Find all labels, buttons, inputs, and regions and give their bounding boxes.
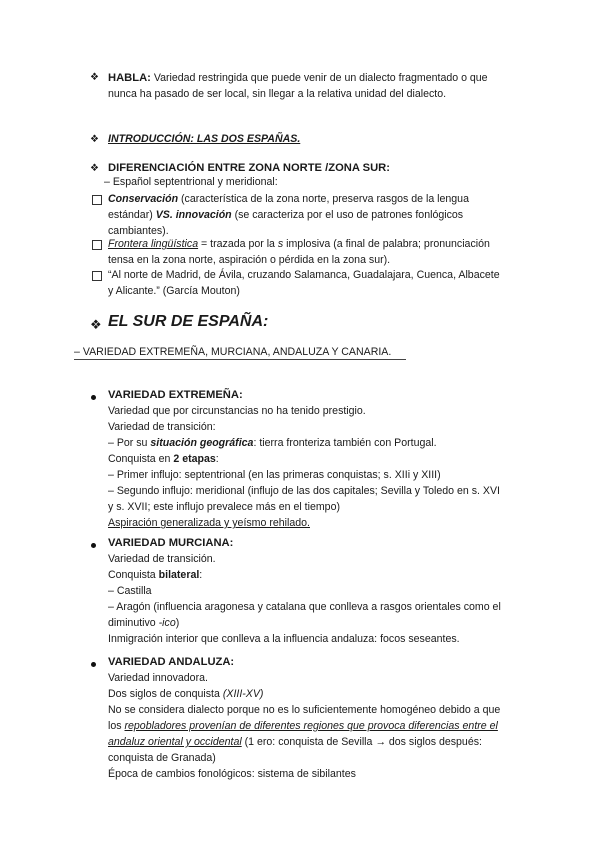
term-andaluz: andaluz oriental y occidental [108, 736, 242, 748]
murciana-line: Variedad de transición. [108, 553, 216, 565]
checkbox-icon[interactable] [92, 271, 102, 281]
extremena-line: Aspiración generalizada y yeísmo rehilado. [108, 517, 310, 529]
item1-line3: cambiantes). [108, 225, 169, 237]
extremena-line: : [215, 453, 219, 465]
item3-line2: y Alicante.” (García Mouton) [108, 285, 240, 297]
item1-line2-rest: (se caracteriza por el uso de patrones fonlógicos [231, 209, 464, 221]
item2-line2: tensa en la zona norte, aspiración o pérdida en la zona sur). [108, 254, 391, 266]
murciana-line: – Castilla [108, 585, 152, 597]
bullet-dot-icon [91, 395, 96, 400]
extremena-section [108, 387, 558, 531]
andaluza-line: Época de cambios fonológicos: sistema de sibilantes [108, 768, 356, 780]
checkbox-icon[interactable] [92, 240, 102, 250]
term-etapas: 2 etapas [173, 453, 216, 465]
murciana-line: : [199, 569, 203, 581]
habla-line2: nunca ha pasado de ser local, sin llegar a la relativa unidad del dialecto. [108, 88, 447, 100]
andaluza-line: Variedad innovadora. [108, 672, 208, 684]
diferenciacion-item-2 [108, 236, 548, 268]
sur-subtitle: – VARIEDAD EXTREMEÑA, MURCIANA, ANDALUZA Y CANARIA. [74, 346, 392, 358]
extremena-line: Conquista en [108, 453, 174, 465]
diferenciacion-item-3 [108, 267, 558, 299]
intro-heading [108, 131, 300, 147]
term-conservacion: Conservación [108, 193, 179, 205]
diamond-bullet-icon: ❖ [90, 72, 99, 83]
bullet-dot-icon [91, 662, 96, 667]
murciana-line: Conquista [108, 569, 159, 581]
term-ico: -ico [158, 617, 176, 629]
checkbox-icon[interactable] [92, 195, 102, 205]
diamond-bullet-icon: ❖ [90, 134, 99, 145]
extremena-line: – Primer influjo: septentrional (en las primeras conquistas; s. XIIi y XIII) [108, 469, 441, 481]
item2-mid: = trazada por la [198, 238, 278, 250]
murciana-section [108, 535, 558, 647]
diamond-bullet-icon: ❖ [90, 317, 102, 332]
andaluza-title: VARIEDAD ANDALUZA: [108, 656, 235, 668]
murciana-line: diminutivo [108, 617, 159, 629]
extremena-line: : tierra fronteriza también con Portugal. [253, 437, 437, 449]
andaluza-line: (1 ero: conquista de Sevilla → dos siglos después: [241, 736, 482, 748]
item3-line1: “Al norte de Madrid, de Ávila, cruzando Salamanca, Guadalajara, Cuenca, Albacete [108, 269, 500, 281]
andaluza-line: conquista de Granada) [108, 752, 216, 764]
andaluza-line: Dos siglos de conquista [108, 688, 223, 700]
term-repobladores: repobladores provenían de diferentes regiones que provoca diferencias entre el [124, 720, 498, 732]
andaluza-section [108, 654, 558, 782]
intro-title: INTRODUCCIÓN: LAS DOS ESPAÑAS. [108, 133, 301, 145]
murciana-line: Inmigración interior que conlleva a la influencia andaluza: focos seseantes. [108, 633, 460, 645]
extremena-title: VARIEDAD EXTREMEÑA: [108, 389, 243, 401]
term-frontera: Frontera lingüística [108, 238, 199, 250]
extremena-line: – Segundo influjo: meridional (influjo de las dos capitales; Sevilla y Toledo en s. XVI [108, 485, 501, 497]
sur-title: EL SUR DE ESPAÑA: [108, 313, 269, 330]
term-situacion: situación geográfica [150, 437, 254, 449]
extremena-line: y s. XVII; este influjo prevalece más en el tiempo) [108, 501, 340, 513]
item2-rest: implosiva (a final de palabra; pronunciación [283, 238, 490, 250]
item2-s: s [277, 238, 284, 250]
habla-line1: Variedad restringida que puede venir de un dialecto fragmentado o que [150, 72, 488, 84]
diamond-bullet-icon: ❖ [90, 163, 99, 174]
term-siglos: (XIII-XV) [222, 688, 264, 700]
andaluza-line: los [108, 720, 125, 732]
extremena-line: Variedad de transición: [108, 421, 216, 433]
murciana-line: ) [175, 617, 180, 629]
andaluza-line: No se considera dialecto porque no es lo suficientemente homogéneo debido a que [108, 704, 501, 716]
murciana-line: – Aragón (influencia aragonesa y catalana que conlleva a rasgos orientales como el [108, 601, 501, 613]
diferenciacion-title: DIFERENCIACIÓN ENTRE ZONA NORTE /ZONA SUR: [108, 162, 390, 174]
habla-definition [108, 70, 548, 102]
item1-line2-pre: estándar) [108, 209, 156, 221]
item1-line1: (característica de la zona norte, preserva rasgos de la lengua [178, 193, 469, 205]
diferenciacion-sub: – Español septentrional y meridional: [104, 176, 278, 188]
bullet-dot-icon [91, 543, 96, 548]
diferenciacion-item-1 [108, 191, 548, 239]
extremena-line: Variedad que por circunstancias no ha tenido prestigio. [108, 405, 366, 417]
subtitle-underline [74, 359, 406, 360]
term-bilateral: bilateral [158, 569, 200, 581]
habla-term: HABLA: [108, 72, 151, 84]
extremena-line: – Por su [108, 437, 151, 449]
sur-heading [108, 312, 268, 333]
term-innovacion: VS. innovación [155, 209, 232, 221]
murciana-title: VARIEDAD MURCIANA: [108, 537, 234, 549]
